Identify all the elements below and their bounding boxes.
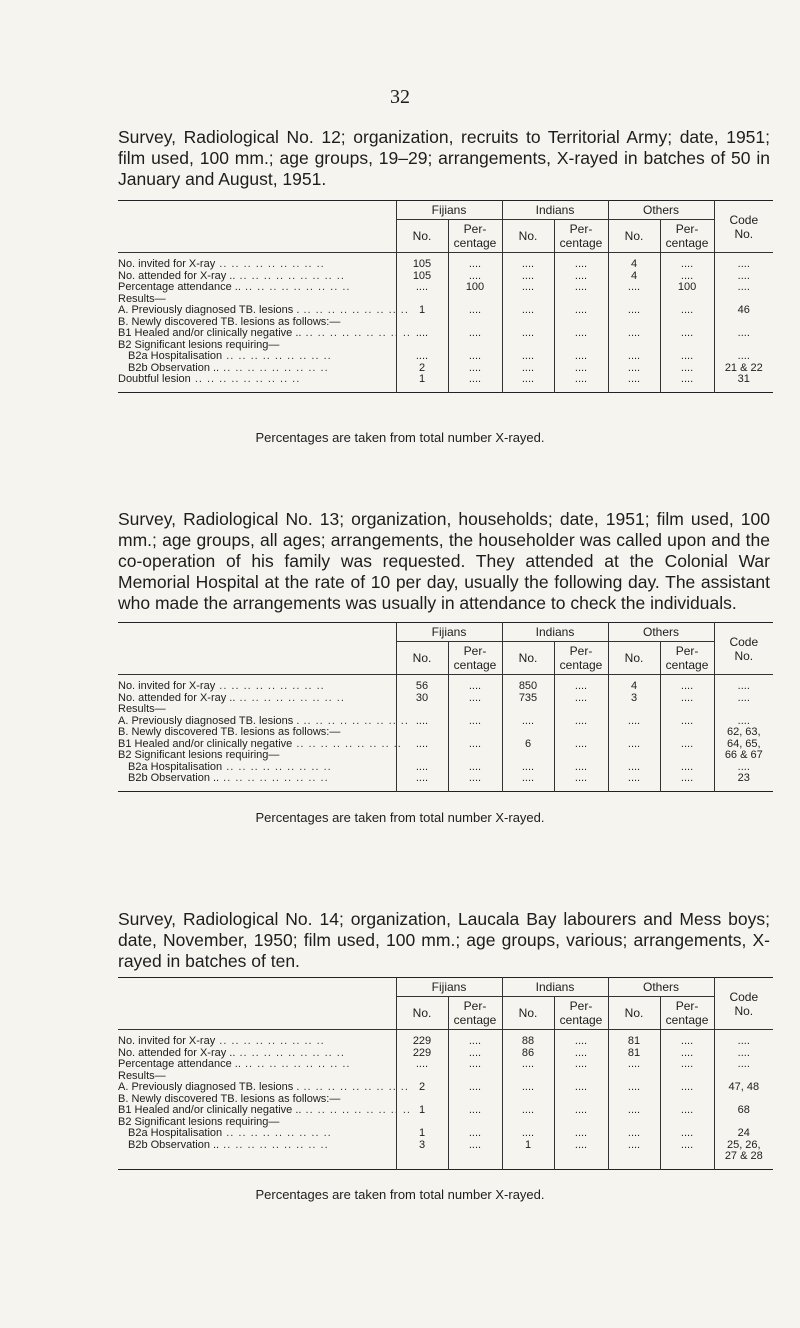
- row-label: [118, 374, 396, 386]
- leader-dots: .. .. .. .. .. .. .. .. ..: [301, 327, 411, 339]
- value-cell: ....: [502, 328, 554, 340]
- row-label-text: B2b Observation ..: [128, 361, 220, 374]
- value-cell: [554, 750, 608, 762]
- value-cell: [554, 727, 608, 739]
- value-cell: ....: [660, 681, 714, 693]
- value-cell: ....: [396, 762, 448, 774]
- leader-dots: .. .. .. .. .. .. .. .. ..: [240, 1058, 351, 1070]
- leader-dots: .. .. .. .. .. .. .. .. ..: [219, 772, 329, 784]
- row-label-text: No. invited for X-ray: [118, 258, 216, 270]
- row-label: [118, 773, 396, 785]
- code-cell: ....: [714, 328, 773, 340]
- value-cell: ....: [554, 305, 608, 317]
- survey-title: Survey, Radiological No. 14; organization, Laucala Bay labourers and Mess boys; date, November, 1950; film used, 100 mm.; age groups, various; arrangements, X-rayed in batches of ten.: [118, 909, 770, 971]
- leader-dots: .. .. .. .. .. .. .. .. ..: [219, 1138, 329, 1151]
- header-percentage: Per- centage: [554, 997, 608, 1030]
- value-cell: ....: [608, 1140, 660, 1152]
- row-label: [118, 1140, 396, 1152]
- row-label-text: B1 Healed and/or clinically negative: [118, 737, 293, 750]
- value-cell: 81: [608, 1036, 660, 1048]
- code-cell: ....: [714, 716, 773, 728]
- results-table: [118, 622, 773, 792]
- value-cell: ....: [448, 1128, 502, 1140]
- survey-13-block: [118, 509, 770, 614]
- value-cell: 2: [396, 363, 448, 375]
- value-cell: [502, 750, 554, 762]
- value-cell: ....: [502, 351, 554, 363]
- value-cell: ....: [554, 1105, 608, 1117]
- value-cell: 100: [660, 282, 714, 294]
- header-no: No.: [396, 220, 448, 253]
- value-cell: ....: [396, 716, 448, 728]
- value-cell: ....: [660, 693, 714, 705]
- survey-14-table: [118, 977, 773, 1170]
- row-label-text: B2a Hospitalisation: [128, 350, 223, 362]
- header-percentage: Per- centage: [554, 642, 608, 675]
- header-fijians: Fijians: [396, 978, 502, 997]
- row-label-text: Percentage attendance ..: [118, 281, 241, 293]
- page-number: 32: [390, 86, 410, 108]
- value-cell: ....: [448, 681, 502, 693]
- value-cell: ....: [608, 305, 660, 317]
- value-cell: ....: [396, 282, 448, 294]
- value-cell: ....: [502, 1105, 554, 1117]
- header-no: No.: [502, 642, 554, 675]
- value-cell: 850: [502, 681, 554, 693]
- code-cell: ....: [714, 681, 773, 693]
- value-cell: ....: [554, 1059, 608, 1071]
- value-cell: ....: [502, 259, 554, 271]
- survey-13-table: [118, 622, 773, 792]
- value-cell: ....: [448, 374, 502, 386]
- value-cell: [660, 727, 714, 739]
- results-table: [118, 200, 773, 393]
- row-label-text: Results—: [118, 703, 166, 715]
- value-cell: ....: [396, 1059, 448, 1071]
- value-cell: [448, 750, 502, 762]
- header-code: Code No.: [714, 978, 773, 1030]
- leader-dots: .. .. .. .. .. .. .. .. ..: [299, 304, 409, 316]
- row-label-text: B2b Observation ..: [128, 772, 220, 784]
- header-no: No.: [502, 997, 554, 1030]
- value-cell: 1: [396, 374, 448, 386]
- value-cell: ....: [554, 716, 608, 728]
- value-cell: ....: [608, 374, 660, 386]
- value-cell: [608, 704, 660, 716]
- header-blank: [118, 978, 396, 1030]
- leader-dots: .. .. .. .. .. .. .. .. ..: [222, 1127, 332, 1139]
- value-cell: ....: [448, 1036, 502, 1048]
- value-cell: 81: [608, 1048, 660, 1060]
- row-label-text: B1 Healed and/or clinically negative ..: [118, 1104, 302, 1116]
- value-cell: ....: [660, 328, 714, 340]
- value-cell: ....: [554, 762, 608, 774]
- row-label-text: A. Previously diagnosed TB. lesions .: [118, 304, 300, 316]
- code-cell: ....: [714, 1048, 773, 1060]
- value-cell: ....: [554, 1140, 608, 1152]
- value-cell: ....: [502, 282, 554, 294]
- row-label-text: Doubtful lesion: [118, 373, 191, 385]
- code-cell: 62, 63,: [714, 727, 773, 739]
- row-label-text: No. invited for X-ray: [118, 680, 216, 692]
- header-no: No.: [502, 220, 554, 253]
- value-cell: 105: [396, 271, 448, 283]
- value-cell: ....: [396, 739, 448, 751]
- value-cell: 56: [396, 681, 448, 693]
- footnote: Percentages are taken from total number X-rayed.: [255, 810, 545, 825]
- survey-title: Survey, Radiological No. 13; organization, households; date, 1951; film used, 100 mm.; age groups, all ages; arrangements, the householder was called upon and the co-operation of his family was requested. They attended at the Colonial War Memorial Hospital at the rate of 10 per day, usually the following day. The assistant who made the arrangements was usually in attendance to check the individuals.: [118, 509, 770, 613]
- value-cell: ....: [660, 1082, 714, 1094]
- leader-dots: .. .. .. .. .. .. .. .. ..: [299, 714, 409, 727]
- code-cell: ....: [714, 271, 773, 283]
- value-cell: ....: [608, 716, 660, 728]
- value-cell: ....: [608, 1105, 660, 1117]
- header-others: Others: [608, 201, 714, 220]
- header-fijians: Fijians: [396, 201, 502, 220]
- header-no: No.: [396, 997, 448, 1030]
- value-cell: 105: [396, 259, 448, 271]
- value-cell: ....: [448, 1082, 502, 1094]
- row-label-text: Results—: [118, 292, 166, 305]
- leader-dots: .. .. .. .. .. .. .. .. ..: [235, 691, 345, 704]
- value-cell: ....: [660, 1128, 714, 1140]
- value-cell: ....: [660, 1036, 714, 1048]
- value-cell: ....: [554, 282, 608, 294]
- code-cell: 31: [714, 374, 773, 386]
- row-label-text: B2 Significant lesions requiring—: [118, 749, 280, 761]
- row-label-text: A. Previously diagnosed TB. lesions .: [118, 1081, 300, 1093]
- survey-12-block: [118, 127, 770, 190]
- value-cell: [502, 727, 554, 739]
- code-cell: 21 & 22: [714, 363, 773, 375]
- value-cell: ....: [554, 1048, 608, 1060]
- leader-dots: .. .. .. .. .. .. .. .. ..: [235, 1046, 345, 1059]
- value-cell: ....: [554, 363, 608, 375]
- value-cell: ....: [608, 363, 660, 375]
- value-cell: ....: [554, 271, 608, 283]
- value-cell: ....: [502, 1059, 554, 1071]
- table-row: [118, 1140, 773, 1152]
- code-cell: ....: [714, 259, 773, 271]
- value-cell: ....: [608, 1059, 660, 1071]
- value-cell: ....: [554, 1036, 608, 1048]
- value-cell: ....: [448, 363, 502, 375]
- row-label-text: B2 Significant lesions requiring—: [118, 1115, 280, 1128]
- value-cell: ....: [660, 351, 714, 363]
- value-cell: ....: [660, 762, 714, 774]
- table-row: [118, 374, 773, 386]
- value-cell: ....: [448, 351, 502, 363]
- leader-dots: .. .. .. .. .. .. .. .. ..: [292, 737, 402, 750]
- value-cell: ....: [502, 363, 554, 375]
- value-cell: ....: [660, 773, 714, 785]
- value-cell: [396, 1151, 448, 1163]
- code-cell: 47, 48: [714, 1082, 773, 1094]
- value-cell: 88: [502, 1036, 554, 1048]
- code-cell: 64, 65,: [714, 739, 773, 751]
- value-cell: ....: [660, 1105, 714, 1117]
- value-cell: ....: [554, 1082, 608, 1094]
- value-cell: ....: [660, 271, 714, 283]
- value-cell: 4: [608, 271, 660, 283]
- header-percentage: Per- centage: [660, 642, 714, 675]
- value-cell: ....: [448, 328, 502, 340]
- value-cell: [396, 727, 448, 739]
- leader-dots: .. .. .. .. .. .. .. .. ..: [190, 373, 301, 385]
- header-indians: Indians: [502, 201, 608, 220]
- value-cell: ....: [660, 1140, 714, 1152]
- code-cell: 25, 26,: [714, 1140, 773, 1152]
- value-cell: [448, 727, 502, 739]
- code-cell: ....: [714, 282, 773, 294]
- survey-14-block: [118, 909, 770, 972]
- value-cell: ....: [396, 351, 448, 363]
- row-label-text: B. Newly discovered TB. lesions as follows:—: [118, 315, 341, 328]
- value-cell: ....: [608, 282, 660, 294]
- header-blank: [118, 201, 396, 253]
- header-indians: Indians: [502, 978, 608, 997]
- value-cell: ....: [448, 716, 502, 728]
- header-code: Code No.: [714, 623, 773, 675]
- code-cell: [714, 704, 773, 716]
- value-cell: ....: [502, 374, 554, 386]
- header-percentage: Per- centage: [660, 220, 714, 253]
- code-cell: 46: [714, 305, 773, 317]
- row-label-text: B. Newly discovered TB. lesions as follows:—: [118, 726, 341, 738]
- leader-dots: .. .. .. .. .. .. .. .. ..: [215, 1035, 325, 1047]
- header-percentage: Per- centage: [448, 997, 502, 1030]
- value-cell: ....: [660, 363, 714, 375]
- table-row: [118, 282, 773, 294]
- value-cell: 229: [396, 1048, 448, 1060]
- value-cell: 6: [502, 739, 554, 751]
- value-cell: ....: [396, 773, 448, 785]
- leader-dots: .. .. .. .. .. .. .. .. ..: [215, 258, 325, 270]
- value-cell: 1: [396, 1105, 448, 1117]
- value-cell: ....: [660, 1048, 714, 1060]
- value-cell: [660, 704, 714, 716]
- header-percentage: Per- centage: [448, 642, 502, 675]
- value-cell: [660, 1151, 714, 1163]
- value-cell: ....: [502, 1128, 554, 1140]
- value-cell: ....: [448, 1105, 502, 1117]
- value-cell: [448, 1151, 502, 1163]
- value-cell: ....: [502, 271, 554, 283]
- header-others: Others: [608, 623, 714, 642]
- footnote: Percentages are taken from total number X-rayed.: [255, 430, 545, 445]
- value-cell: ....: [608, 762, 660, 774]
- row-label-text: Results—: [118, 1069, 166, 1082]
- value-cell: ....: [554, 328, 608, 340]
- value-cell: ....: [448, 693, 502, 705]
- code-cell: 66 & 67: [714, 750, 773, 762]
- leader-dots: .. .. .. .. .. .. .. .. ..: [219, 361, 329, 374]
- code-cell: 68: [714, 1105, 773, 1117]
- value-cell: 4: [608, 259, 660, 271]
- value-cell: ....: [502, 305, 554, 317]
- value-cell: ....: [448, 773, 502, 785]
- leader-dots: .. .. .. .. .. .. .. .. ..: [222, 760, 332, 773]
- value-cell: [502, 1151, 554, 1163]
- row-label-text: B1 Healed and/or clinically negative ..: [118, 327, 302, 339]
- row-label-text: B2 Significant lesions requiring—: [118, 338, 280, 351]
- value-cell: ....: [554, 374, 608, 386]
- value-cell: ....: [448, 739, 502, 751]
- code-cell: ....: [714, 1036, 773, 1048]
- value-cell: ....: [502, 716, 554, 728]
- value-cell: ....: [660, 305, 714, 317]
- value-cell: ....: [660, 259, 714, 271]
- value-cell: ....: [448, 1140, 502, 1152]
- leader-dots: .. .. .. .. .. .. .. .. ..: [222, 350, 332, 362]
- value-cell: ....: [448, 259, 502, 271]
- footnote: Percentages are taken from total number X-rayed.: [255, 1187, 545, 1202]
- value-cell: 3: [608, 693, 660, 705]
- value-cell: [608, 727, 660, 739]
- value-cell: ....: [660, 716, 714, 728]
- row-label-text: B2a Hospitalisation: [128, 1127, 223, 1139]
- table-row: [118, 773, 773, 785]
- row-label-text: No. attended for X-ray ..: [118, 1046, 236, 1059]
- value-cell: 229: [396, 1036, 448, 1048]
- value-cell: ....: [448, 305, 502, 317]
- value-cell: ....: [554, 681, 608, 693]
- code-cell: ....: [714, 351, 773, 363]
- value-cell: ....: [554, 773, 608, 785]
- table-row: [118, 1059, 773, 1071]
- header-percentage: Per- centage: [448, 220, 502, 253]
- leader-dots: .. .. .. .. .. .. .. .. ..: [240, 281, 351, 293]
- value-cell: ....: [502, 762, 554, 774]
- value-cell: ....: [554, 739, 608, 751]
- code-cell: ....: [714, 762, 773, 774]
- value-cell: ....: [608, 739, 660, 751]
- results-table: [118, 977, 773, 1170]
- value-cell: [448, 704, 502, 716]
- value-cell: ....: [448, 762, 502, 774]
- survey-title: Survey, Radiological No. 12; organization, recruits to Territorial Army; date, 1951; film used, 100 mm.; age groups, 19–29; arrangements, X-rayed in batches of 50 in January and August, 1951.: [118, 127, 770, 189]
- value-cell: 1: [396, 305, 448, 317]
- value-cell: ....: [554, 1128, 608, 1140]
- value-cell: ....: [502, 773, 554, 785]
- value-cell: ....: [608, 773, 660, 785]
- row-label-text: No. invited for X-ray: [118, 1035, 216, 1047]
- header-no: No.: [608, 642, 660, 675]
- value-cell: 1: [502, 1140, 554, 1152]
- header-others: Others: [608, 978, 714, 997]
- row-label: [118, 1151, 396, 1163]
- value-cell: 30: [396, 693, 448, 705]
- value-cell: [608, 750, 660, 762]
- row-label-text: No. attended for X-ray ..: [118, 269, 236, 282]
- value-cell: 3: [396, 1140, 448, 1152]
- header-blank: [118, 623, 396, 675]
- table-row: [118, 1151, 773, 1163]
- value-cell: [396, 750, 448, 762]
- header-code: Code No.: [714, 201, 773, 253]
- value-cell: 100: [448, 282, 502, 294]
- header-indians: Indians: [502, 623, 608, 642]
- value-cell: ....: [608, 351, 660, 363]
- value-cell: ....: [554, 693, 608, 705]
- header-percentage: Per- centage: [554, 220, 608, 253]
- row-label-text: B2b Observation ..: [128, 1138, 220, 1151]
- value-cell: 1: [396, 1128, 448, 1140]
- row-label-text: B2a Hospitalisation: [128, 760, 223, 773]
- value-cell: ....: [608, 1082, 660, 1094]
- value-cell: ....: [448, 271, 502, 283]
- value-cell: [502, 704, 554, 716]
- value-cell: [554, 1151, 608, 1163]
- header-no: No.: [608, 220, 660, 253]
- header-fijians: Fijians: [396, 623, 502, 642]
- value-cell: ....: [660, 374, 714, 386]
- value-cell: ....: [448, 1059, 502, 1071]
- code-cell: ....: [714, 1059, 773, 1071]
- value-cell: ....: [660, 739, 714, 751]
- value-cell: ....: [554, 351, 608, 363]
- leader-dots: .. .. .. .. .. .. .. .. ..: [235, 269, 345, 282]
- value-cell: ....: [396, 328, 448, 340]
- row-label-text: B. Newly discovered TB. lesions as follows:—: [118, 1092, 341, 1105]
- value-cell: ....: [608, 328, 660, 340]
- header-no: No.: [608, 997, 660, 1030]
- row-label-text: No. attended for X-ray ..: [118, 691, 236, 704]
- table-row: [118, 693, 773, 705]
- leader-dots: .. .. .. .. .. .. .. .. ..: [215, 680, 325, 692]
- code-cell: 24: [714, 1128, 773, 1140]
- value-cell: 86: [502, 1048, 554, 1060]
- survey-12-table: [118, 200, 773, 393]
- leader-dots: .. .. .. .. .. .. .. .. ..: [299, 1081, 409, 1093]
- code-cell: 23: [714, 773, 773, 785]
- value-cell: [608, 1151, 660, 1163]
- value-cell: ....: [554, 259, 608, 271]
- header-no: No.: [396, 642, 448, 675]
- value-cell: [554, 704, 608, 716]
- value-cell: ....: [660, 1059, 714, 1071]
- value-cell: 2: [396, 1082, 448, 1094]
- value-cell: ....: [502, 1082, 554, 1094]
- value-cell: 735: [502, 693, 554, 705]
- value-cell: 4: [608, 681, 660, 693]
- code-cell: 27 & 28: [714, 1151, 773, 1163]
- value-cell: ....: [448, 1048, 502, 1060]
- code-cell: ....: [714, 693, 773, 705]
- leader-dots: .. .. .. .. .. .. .. .. ..: [301, 1104, 411, 1116]
- value-cell: [660, 750, 714, 762]
- row-label-text: A. Previously diagnosed TB. lesions .: [118, 714, 300, 727]
- row-label-text: Percentage attendance ..: [118, 1058, 241, 1070]
- header-percentage: Per- centage: [660, 997, 714, 1030]
- value-cell: ....: [608, 1128, 660, 1140]
